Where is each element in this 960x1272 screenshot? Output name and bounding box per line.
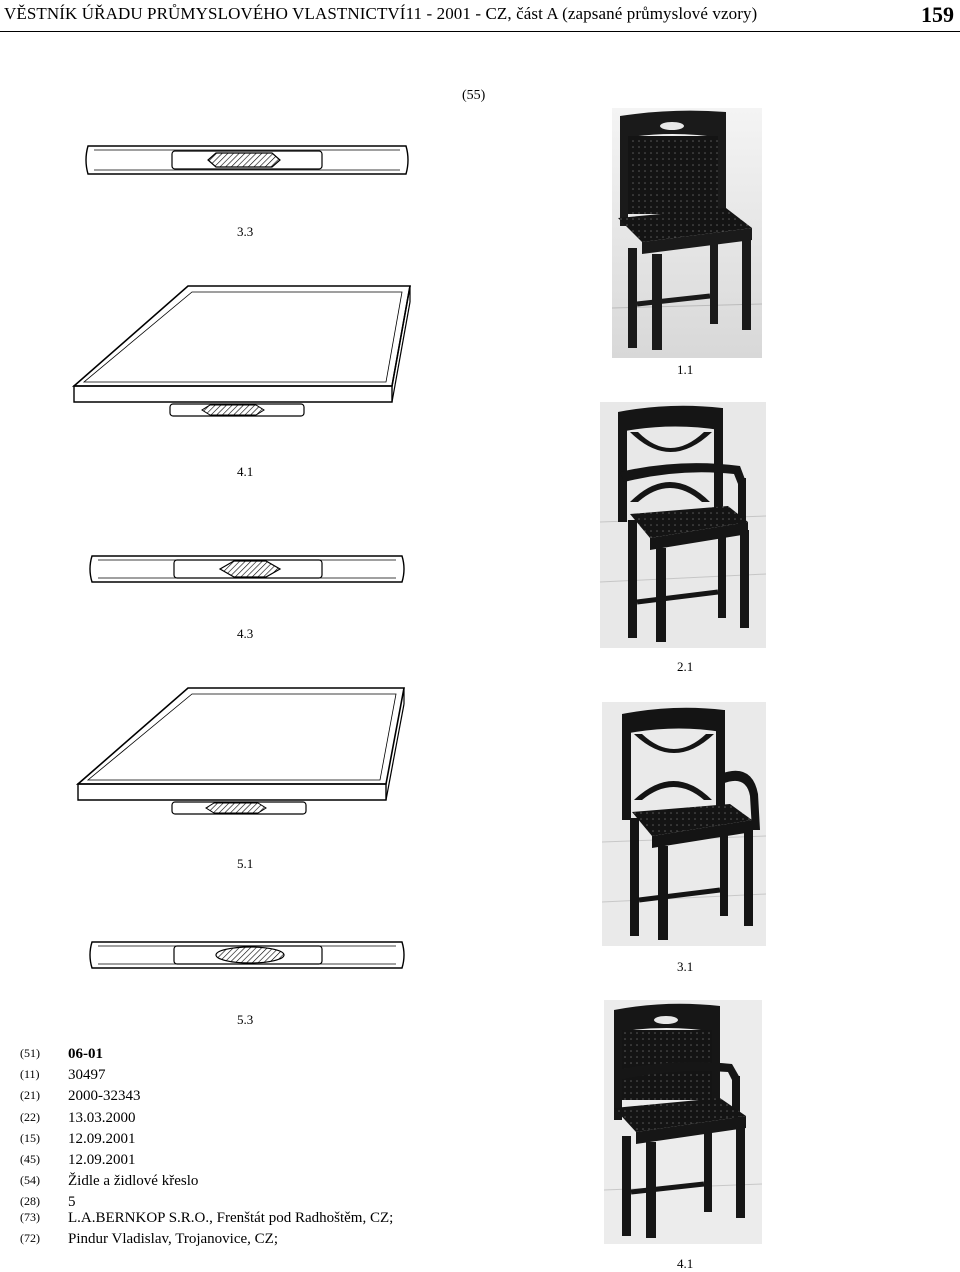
registration-number: 30497 [68,1067,106,1083]
figure-label-3-3: 3.3 [237,224,254,239]
inid-code-55: (55) [462,88,486,103]
designer: Pindur Vladislav, Trojanovice, CZ; [68,1231,278,1247]
application-number: 2000-32343 [68,1088,141,1104]
handle-side-view-4-3 [88,554,406,584]
inid-code: (73) [20,1210,40,1224]
tray-perspective-4-1 [70,284,415,422]
figure-label-3-1: 3.1 [677,959,694,974]
classification-value: 06-01 [68,1046,103,1062]
design-title: Židle a židlové křeslo [68,1173,199,1189]
figure-label-1-1: 1.1 [677,362,694,377]
inid-code: (51) [20,1046,40,1060]
handle-side-view-5-3 [88,940,406,970]
inid-code: (21) [20,1088,40,1102]
figure-label-4-3: 4.3 [237,626,254,641]
header-rule [0,31,960,32]
registration-date: 12.09.2001 [68,1131,136,1147]
publication-date: 12.09.2001 [68,1152,136,1168]
inid-code: (72) [20,1231,40,1245]
page-number: 159 [921,2,954,27]
handle-side-view-3-3 [84,144,410,176]
figure-label-2-1: 2.1 [677,659,694,674]
inid-code: (11) [20,1067,40,1081]
filing-date: 13.03.2000 [68,1110,136,1126]
figure-label-4-1-photo: 4.1 [677,1256,694,1271]
figure-label-4-1: 4.1 [237,464,254,479]
inid-code: (28) [20,1194,40,1208]
chair-photo-1-1 [612,108,762,358]
inid-code: (22) [20,1110,40,1124]
figure-label-5-1: 5.1 [237,856,254,871]
inid-code: (45) [20,1152,40,1166]
armchair-photo-4-1 [604,1000,762,1244]
figure-label-5-3: 5.3 [237,1012,254,1027]
journal-title: VĚSTNÍK ÚŘADU PRŮMYSLOVÉHO VLASTNICTVÍ11 - 2001 - CZ, část A (zapsané průmyslové vzory) [4,4,758,23]
inid-code: (15) [20,1131,40,1145]
number-of-designs: 5 [68,1194,76,1210]
inid-code: (54) [20,1173,40,1187]
tray-perspective-5-1 [74,686,410,820]
armchair-photo-2-1 [600,402,766,648]
armchair-photo-3-1 [602,702,766,946]
owner: L.A.BERNKOP S.R.O., Frenštát pod Radhoštěm, CZ; [68,1210,394,1226]
